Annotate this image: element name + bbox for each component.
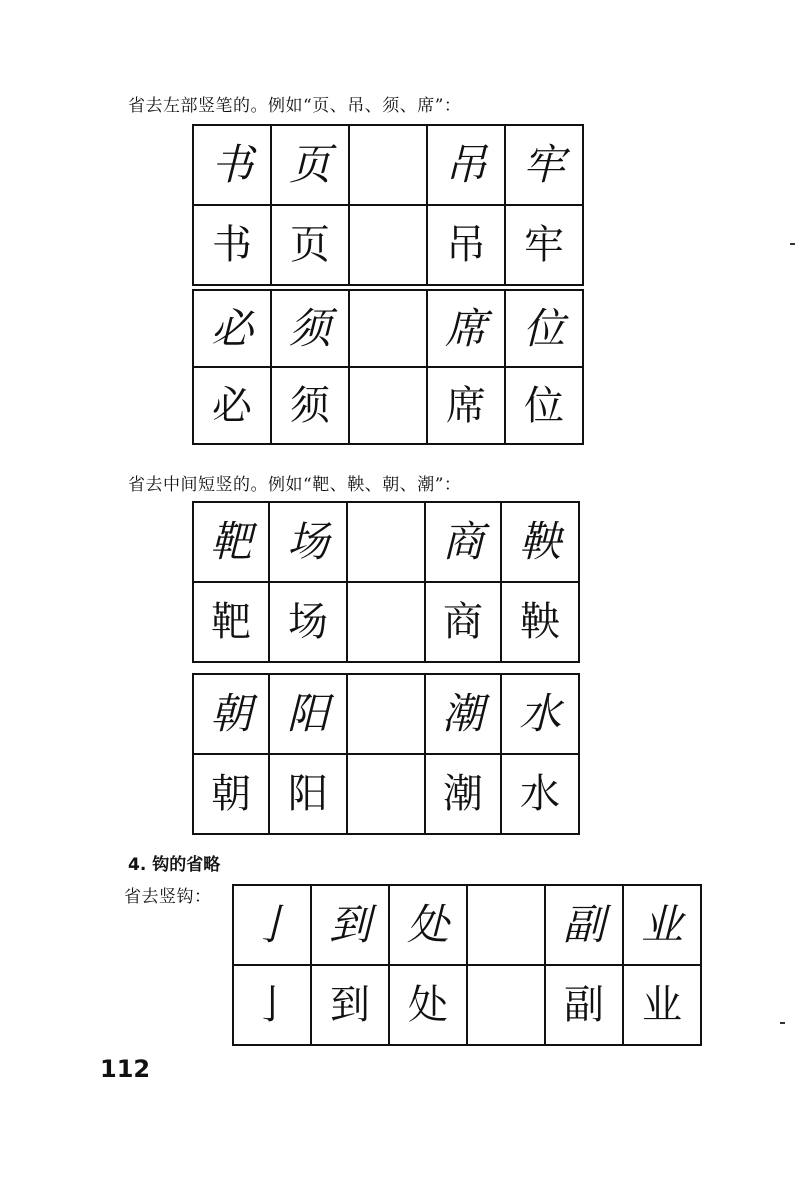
- grid-cell: 吊: [427, 125, 505, 205]
- grid-cell: 鞅: [501, 502, 579, 582]
- grid-cell: 页: [271, 205, 349, 285]
- grid-cell: 牢: [505, 205, 583, 285]
- grid-cell: 须: [271, 367, 349, 444]
- grid-cell: 靶: [193, 502, 269, 582]
- grid-cell: [347, 754, 425, 834]
- section3-heading: 4. 钩的省略: [128, 855, 221, 875]
- grid-cell: 亅: [233, 885, 311, 965]
- grid-cell: 阳: [269, 674, 347, 754]
- grid-cell: 副: [545, 885, 623, 965]
- grid-cell: [349, 290, 427, 367]
- practice-grid-5: [232, 884, 702, 1046]
- grid-cell: 亅: [233, 965, 311, 1045]
- practice-grid-3: [192, 501, 580, 663]
- grid-cell: 阳: [269, 754, 347, 834]
- grid-cell: [349, 125, 427, 205]
- grid-cell: [467, 885, 545, 965]
- grid-cell: [349, 367, 427, 444]
- grid-cell: 页: [271, 125, 349, 205]
- grid-cell: [347, 502, 425, 582]
- grid-cell: 席: [427, 367, 505, 444]
- page-number: 112: [100, 1055, 151, 1083]
- grid-cell: 业: [623, 965, 701, 1045]
- grid-cell: 鞅: [501, 582, 579, 662]
- grid-cell: 书: [193, 125, 271, 205]
- grid-cell: [349, 205, 427, 285]
- grid-cell: 潮: [425, 674, 501, 754]
- grid-cell: [467, 965, 545, 1045]
- practice-grid-2: [192, 289, 584, 445]
- section3-caption: 省去竖钩：: [124, 887, 212, 907]
- practice-grid-4: [192, 673, 580, 835]
- grid-cell: 场: [269, 502, 347, 582]
- grid-cell: [347, 582, 425, 662]
- grid-cell: 商: [425, 502, 501, 582]
- grid-cell: 到: [311, 885, 389, 965]
- practice-grid-1: [192, 124, 584, 286]
- grid-cell: 水: [501, 674, 579, 754]
- grid-cell: 牢: [505, 125, 583, 205]
- grid-cell: 必: [193, 290, 271, 367]
- grid-cell: 水: [501, 754, 579, 834]
- section2-caption: 省去中间短竖的。例如“靶、鞅、朝、潮”：: [128, 475, 462, 495]
- grid-cell: 副: [545, 965, 623, 1045]
- grid-cell: 位: [505, 367, 583, 444]
- grid-cell: 必: [193, 367, 271, 444]
- scan-mark: [780, 1022, 785, 1024]
- section1-caption: 省去左部竖笔的。例如“页、吊、须、席”：: [128, 96, 462, 116]
- grid-cell: 吊: [427, 205, 505, 285]
- grid-cell: 席: [427, 290, 505, 367]
- grid-cell: 朝: [193, 754, 269, 834]
- grid-cell: 处: [389, 885, 467, 965]
- grid-cell: 书: [193, 205, 271, 285]
- grid-cell: 到: [311, 965, 389, 1045]
- grid-cell: 处: [389, 965, 467, 1045]
- grid-cell: 朝: [193, 674, 269, 754]
- grid-cell: 靶: [193, 582, 269, 662]
- grid-cell: 商: [425, 582, 501, 662]
- grid-cell: 业: [623, 885, 701, 965]
- grid-cell: 场: [269, 582, 347, 662]
- grid-cell: 潮: [425, 754, 501, 834]
- grid-cell: 须: [271, 290, 349, 367]
- grid-cell: [347, 674, 425, 754]
- scan-mark: [790, 243, 795, 245]
- grid-cell: 位: [505, 290, 583, 367]
